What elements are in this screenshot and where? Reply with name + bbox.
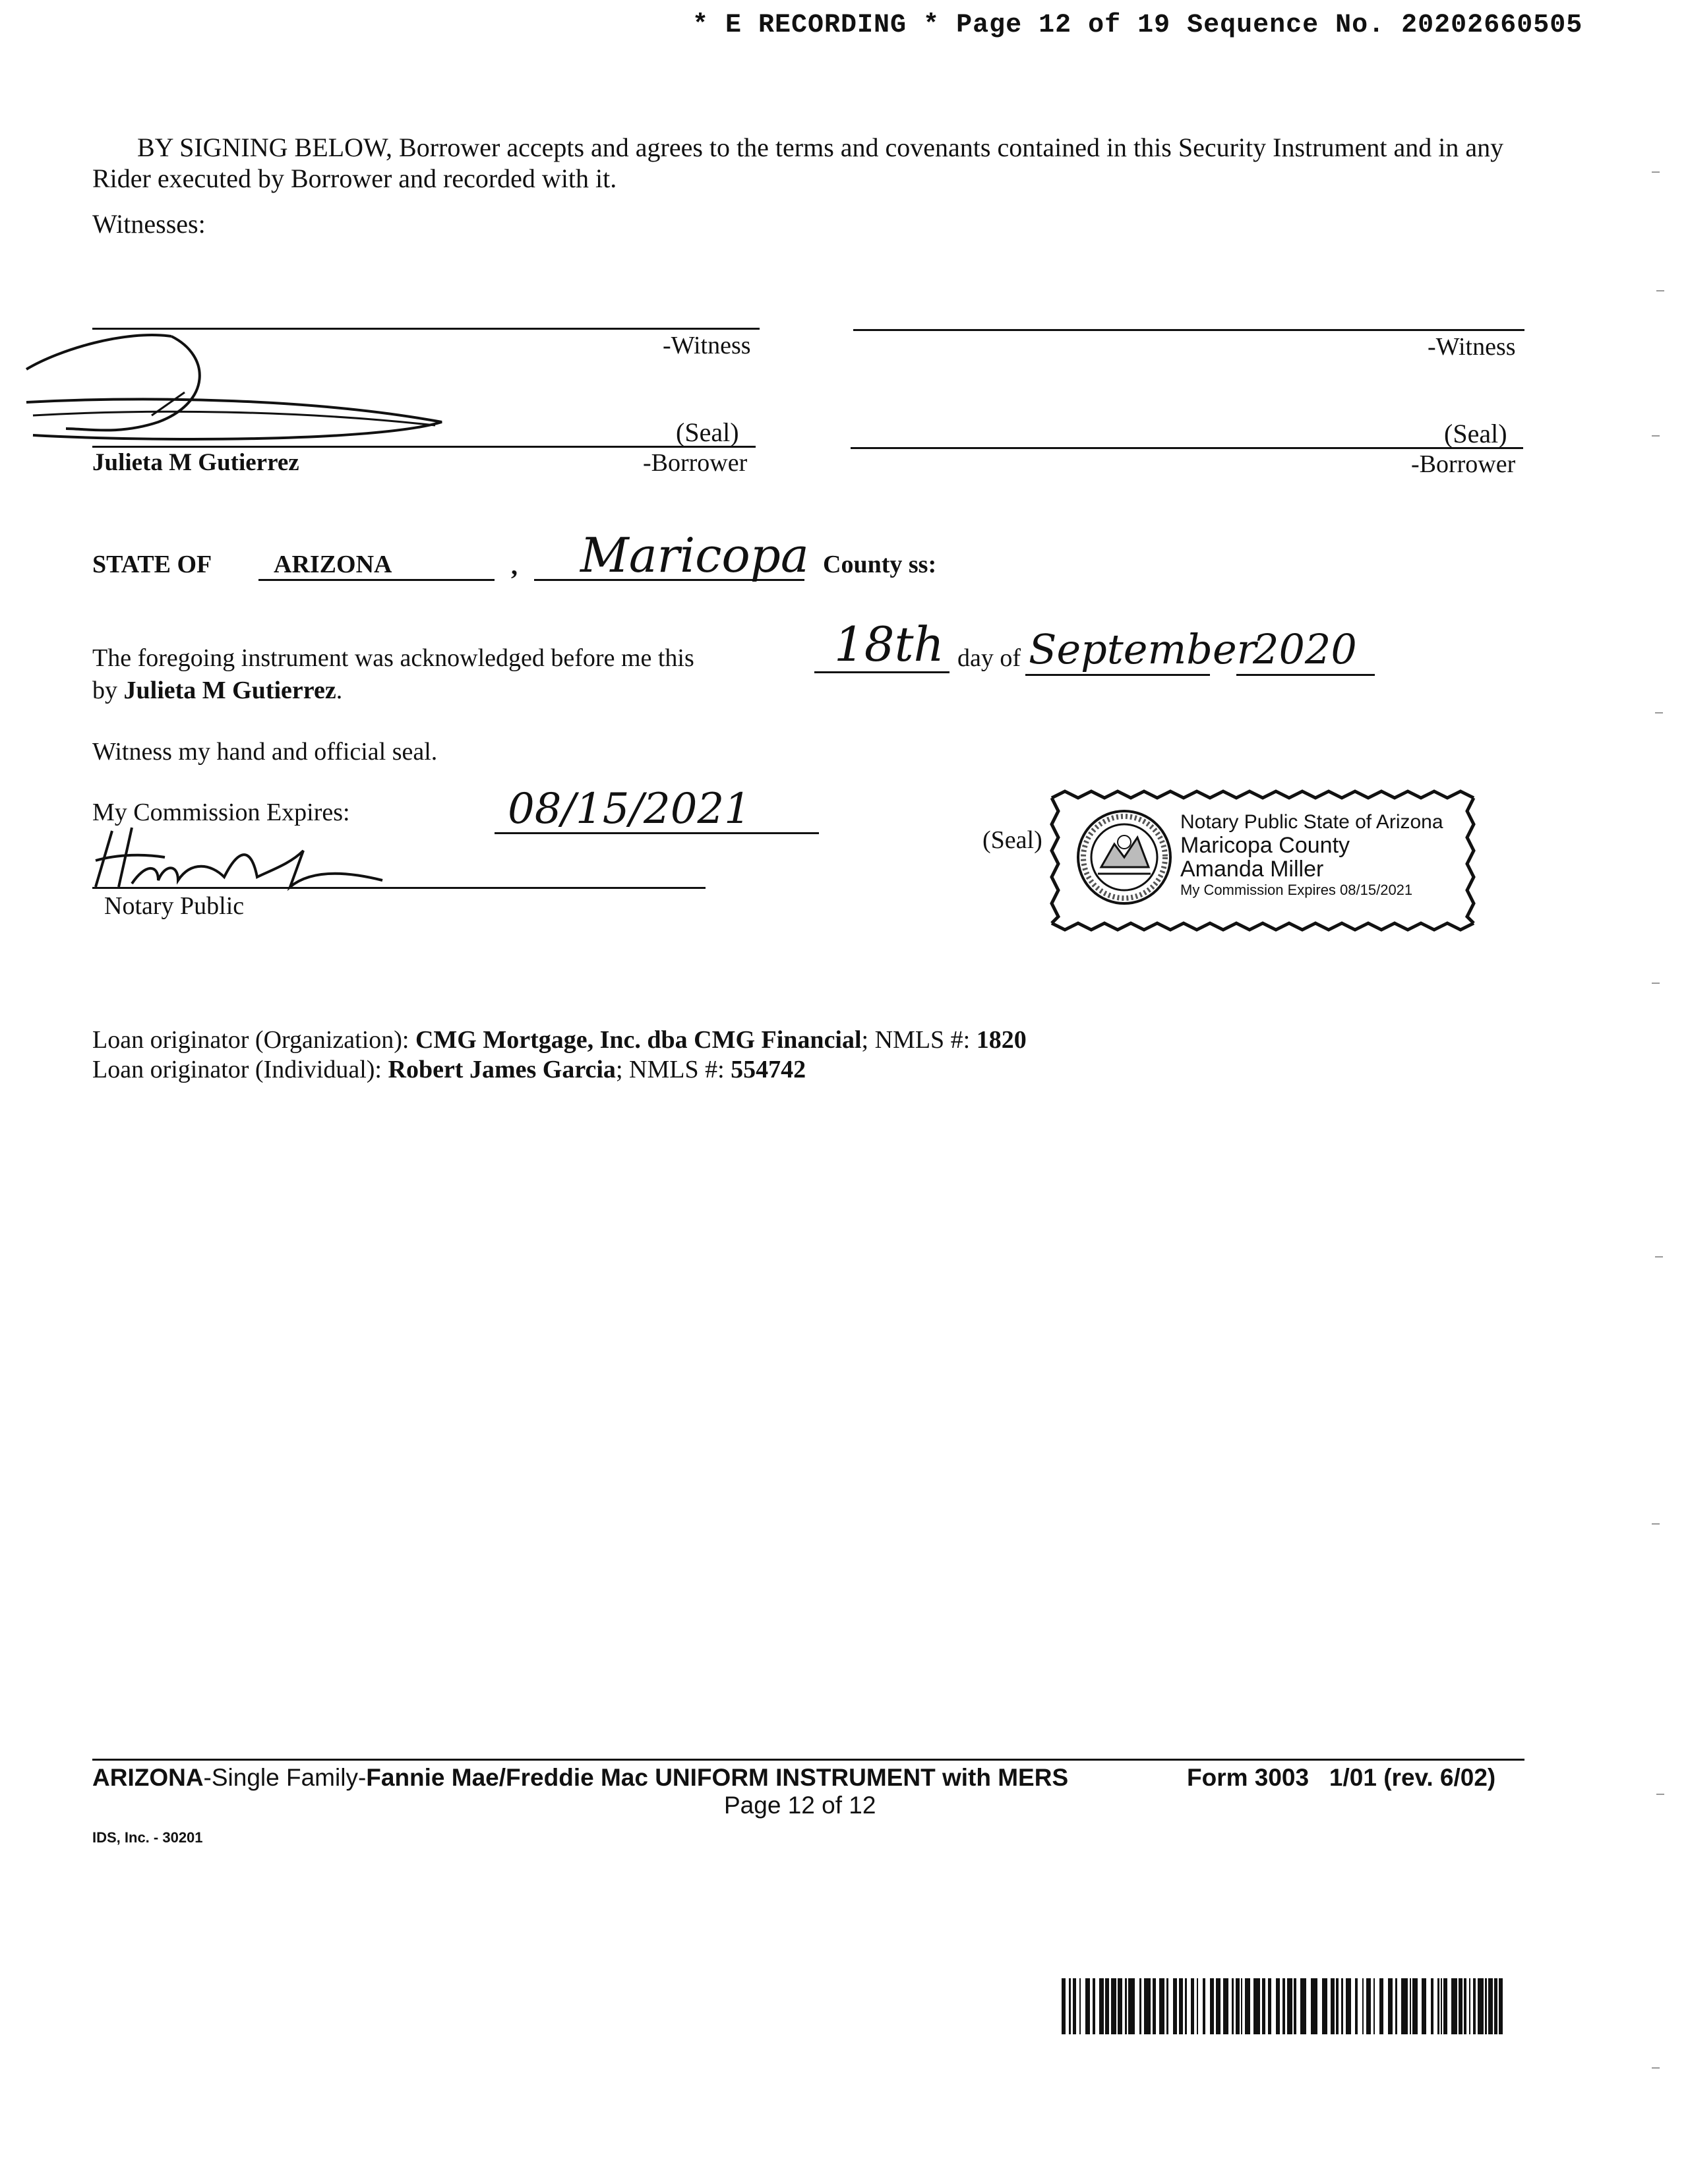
loan-org-nmls-label: ; NMLS #:: [861, 1026, 971, 1054]
year-handwritten: 2020: [1253, 625, 1357, 673]
loan-org-label: Loan originator (Organization):: [92, 1026, 409, 1054]
day-of-label: day of: [957, 644, 1021, 672]
borrower-line-left: [92, 446, 756, 448]
loan-ind-nmls-label: ; NMLS #:: [615, 1056, 725, 1083]
county-label: County ss:: [823, 551, 937, 578]
notary-signature: [92, 824, 409, 897]
commission-line: [495, 832, 819, 834]
year-line: [1236, 674, 1375, 676]
margin-mark: [1652, 2067, 1660, 2069]
stamp-seal-label: (Seal): [982, 826, 1042, 854]
month-line: [1025, 674, 1210, 676]
loan-org-name: CMG Mortgage, Inc. dba CMG Financial: [415, 1026, 862, 1054]
signing-paragraph-text: BY SIGNING BELOW, Borrower accepts and agrees to the terms and covenants contained in this Security Instrument and in any Rider executed by Borrower and recorded with it.: [92, 133, 1504, 193]
seal-label-right: (Seal): [1444, 419, 1507, 448]
borrower-label-left: -Borrower: [643, 449, 748, 477]
margin-mark: [1652, 983, 1660, 984]
by-line: [92, 676, 342, 705]
witnesses-label: Witnesses:: [92, 209, 206, 239]
borrower-label-right: -Borrower: [1411, 450, 1516, 478]
county-handwritten: Maricopa: [580, 528, 809, 583]
day-line: [814, 671, 950, 673]
stamp-line-4: My Commission Expires 08/15/2021: [1180, 882, 1413, 898]
state-seal-icon: [1075, 808, 1174, 907]
witness-hand-text: Witness my hand and official seal.: [92, 738, 438, 766]
barcode: [1062, 1978, 1510, 2038]
footer-ids: IDS, Inc. - 30201: [92, 1829, 203, 1846]
witness-line-right: [853, 329, 1524, 331]
stamp-line-2: Maricopa County: [1180, 833, 1350, 858]
day-handwritten: 18th: [834, 617, 944, 672]
county-line: [534, 579, 804, 581]
state-line: [258, 579, 495, 581]
footer-state: ARIZONA: [92, 1764, 204, 1791]
stamp-line-1: Notary Public State of Arizona: [1180, 811, 1443, 833]
seal-label-left: (Seal): [676, 417, 739, 447]
state-comma: ,: [511, 551, 518, 580]
commission-label: My Commission Expires:: [92, 799, 350, 826]
margin-mark: [1655, 712, 1663, 713]
stamp-text: [1180, 811, 1443, 899]
loan-ind-name: Robert James Garcia: [388, 1056, 616, 1083]
loan-org-nmls: 1820: [976, 1026, 1027, 1054]
state-value: ARIZONA: [274, 551, 392, 578]
month-handwritten: September: [1029, 625, 1257, 673]
margin-mark: [1652, 435, 1660, 437]
loan-ind-line: [92, 1055, 806, 1084]
notary-line: [92, 887, 706, 889]
recording-header: * E RECORDING * Page 12 of 19 Sequence No. 20202660505: [692, 11, 1583, 40]
stamp-line-3: Amanda Miller: [1180, 857, 1324, 882]
borrower-line-right: [851, 447, 1523, 449]
witness-label-left: -Witness: [663, 332, 751, 359]
notary-public-label: Notary Public: [104, 892, 245, 920]
signing-paragraph: [92, 132, 1530, 194]
footer-form-name: Fannie Mae/Freddie Mac UNIFORM INSTRUMENT with MERS: [366, 1764, 1069, 1791]
by-suffix: .: [336, 677, 343, 704]
footer-rule: [92, 1759, 1524, 1761]
by-prefix: by: [92, 677, 117, 704]
footer-form-middle: -Single Family-: [203, 1764, 367, 1791]
footer-form-number: Form 3003 1/01 (rev. 6/02): [1187, 1764, 1496, 1791]
state-label: STATE OF: [92, 551, 212, 578]
margin-mark: [1656, 1794, 1664, 1795]
witness-label-right: -Witness: [1428, 333, 1516, 361]
margin-mark: [1652, 171, 1660, 173]
margin-mark: [1655, 1256, 1663, 1258]
commission-date-handwritten: 08/15/2021: [508, 785, 751, 834]
footer-page: Page 12 of 12: [724, 1792, 876, 1819]
loan-ind-nmls: 554742: [731, 1056, 806, 1083]
margin-mark: [1652, 1523, 1660, 1525]
acknowledged-text: The foregoing instrument was acknowledged before me this: [92, 644, 694, 672]
footer-form-title: [92, 1764, 1068, 1792]
loan-org-line: [92, 1025, 1027, 1054]
margin-mark: [1656, 290, 1664, 291]
by-name: Julieta M Gutierrez: [123, 677, 336, 704]
borrower-signature: [20, 330, 468, 448]
loan-ind-label: Loan originator (Individual):: [92, 1056, 382, 1083]
borrower-name: Julieta M Gutierrez: [92, 449, 299, 476]
